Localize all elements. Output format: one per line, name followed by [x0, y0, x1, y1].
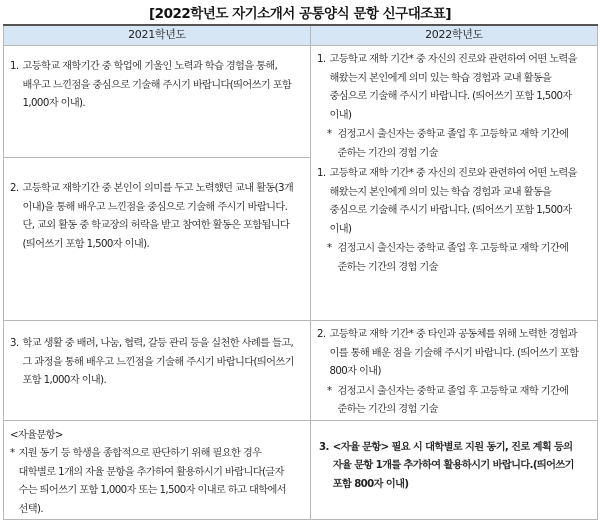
header-2022: 2022학년도: [311, 25, 598, 46]
footnote: [317, 126, 585, 163]
note-marker: *: [10, 448, 15, 459]
footnote: [317, 383, 585, 420]
item-number: 1.: [10, 61, 19, 72]
item-number: 1.: [317, 54, 326, 65]
item-number: 3.: [10, 338, 19, 349]
table-row: [4, 321, 598, 421]
note-text: 검정고시 출신자는 중학교 졸업 후 고등학교 재학 기간에 준하는 기간의 경험 기술: [337, 129, 569, 159]
header-2021: 2021학년도: [4, 25, 311, 46]
autonomous-heading: <자율문항>: [10, 429, 63, 441]
item-text: 고등학교 재학 기간* 중 자신의 진로와 관련하여 어떤 노력을 해왔는지 본인에게 의미 있는 학습 경험과 교내 활동을 중심으로 기술해 주시기 바랍니다. (띄어쓰기 포함 1,500자 이내): [329, 168, 577, 235]
item-text: 고등학교 재학 기간* 중 자신의 진로와 관련하여 어떤 노력을 해왔는지 본인에게 의미 있는 학습 경험과 교내 활동을 중심으로 기술해 주시기 바랍니다. (띄어쓰기 포함 1,500자 이내): [329, 54, 577, 121]
note-text: 검정고시 출신자는 중학교 졸업 후 고등학교 재학 기간에 준하는 기간의 경험 기술: [337, 385, 569, 415]
item-number: 2.: [317, 329, 326, 340]
new-question-cell: [311, 321, 598, 421]
list-item: [319, 439, 585, 495]
item-text: <자율 문항> 필요 시 대학별로 지원 동기, 진로 계획 등의 자율 문항 1개를 추가하여 활용하시기 바랍니다.(띄어쓰기 포함 800자 이내): [332, 441, 574, 490]
list-item: [317, 326, 585, 382]
new-question-cell: [311, 420, 598, 520]
note-text: 검정고시 출신자는 중학교 졸업 후 고등학교 재학 기간에 준하는 기간의 경험 기술: [337, 243, 569, 273]
item-text: 고등학교 재학 기간* 중 타인과 공동체를 위해 노력한 경험과 이를 통해 배운 점을 기술해 주시기 바랍니다. (띄어쓰기 포함 800자 이내): [329, 329, 579, 377]
item-number: 1.: [317, 168, 326, 179]
list-item: [10, 335, 300, 391]
old-question-cell: [4, 46, 311, 158]
list-item: [317, 165, 585, 239]
old-question-cell: [4, 420, 311, 520]
table-row: [4, 420, 598, 520]
item-text: 고등학교 재학기간 중 본인이 의미를 두고 노력했던 교내 활동(3개 이내)을 통해 배우고 느낀점을 중심으로 기술해 주시기 바랍니다. 단, 교외 활동 중 학교장의 허락을 받고 참여한 활동은 포함됩니다(띄어쓰기 포함 1,500자 이내).: [22, 183, 294, 250]
list-item: [10, 180, 300, 254]
page-title: [2022학년도 자기소개서 공통양식 문항 신구대조표]: [149, 6, 451, 22]
item-number: 2.: [10, 183, 19, 194]
item-text: 지원 동기 등 학생을 종합적으로 판단하기 위해 필요한 경우 대학별로 1개의 자율 문항을 추가하여 활용하시기 바랍니다(글자 수는 띄어쓰기 포함 1,000자 또는 1,500자 이내로 하고 대학에서 선택).: [18, 448, 286, 515]
old-question-cell: [4, 321, 311, 421]
comparison-table: [3, 24, 598, 520]
note-marker: *: [327, 385, 332, 397]
note-marker: *: [327, 243, 332, 254]
old-question-cell: [4, 158, 311, 321]
footnote: [317, 240, 585, 277]
list-item: [317, 51, 585, 125]
note-marker: *: [327, 129, 332, 140]
table-row: [4, 46, 598, 158]
list-item: [10, 58, 300, 114]
table-header-row: [4, 25, 598, 46]
item-text: 학교 생활 중 배려, 나눔, 협력, 갈등 관리 등을 실천한 사례를 들고, 그 과정을 통해 배우고 느낀점을 기술해 주시기 바랍니다(띄어쓰기 포함 1,000자 이내).: [22, 338, 294, 386]
new-question-cell: [311, 46, 598, 321]
item-text: 고등학교 재학기간 중 학업에 기울인 노력과 학습 경험을 통해, 배우고 느낀점을 중심으로 기술해 주시기 바랍니다(띄어쓰기 포함 1,000자 이내).: [22, 61, 292, 109]
list-item: [10, 445, 300, 519]
item-number: 3.: [319, 441, 329, 453]
